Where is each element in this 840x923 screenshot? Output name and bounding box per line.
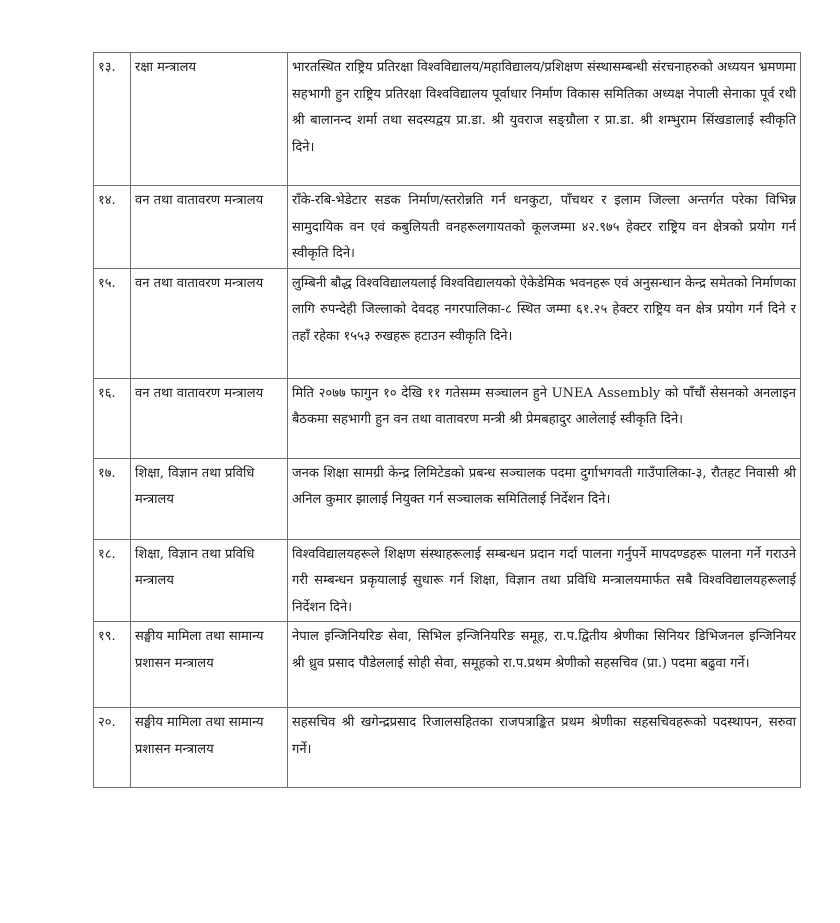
table-row xyxy=(94,378,801,458)
row-number: १७. xyxy=(94,458,131,539)
table-row xyxy=(94,622,801,708)
decisions-table xyxy=(93,52,801,788)
ministry-cell: शिक्षा, विज्ञान तथा प्रविधि मन्त्रालय xyxy=(131,458,288,539)
decision-cell: सहसचिव श्री खगेन्द्रप्रसाद रिजालसहितका राजपत्राङ्कित प्रथम श्रेणीका सहसचिवहरूको पदस्थापन, सरुवा गर्ने। xyxy=(288,708,801,788)
row-number: २०. xyxy=(94,708,131,788)
table-row xyxy=(94,186,801,269)
table-row xyxy=(94,268,801,378)
decision-cell: भारतस्थित राष्ट्रिय प्रतिरक्षा विश्वविद्यालय/महाविद्यालय/प्रशिक्षण संस्थासम्बन्धी संरचनाहरुको अध्ययन भ्रमणमा सहभागी हुन राष्ट्रिय प्रतिरक्षा विश्वविद्यालय पूर्वाधार निर्माण विकास समितिका अध्यक्ष नेपाली सेनाका पूर्व रथी श्री बालानन्द शर्मा तथा सदस्यद्वय प्रा.डा. श्री युवराज सङ्ग्रौला र प्रा.डा. श्री शम्भुराम सिंखडालाई स्वीकृति दिने। xyxy=(288,53,801,186)
row-number: १४. xyxy=(94,186,131,269)
ministry-cell: सङ्घीय मामिला तथा सामान्य प्रशासन मन्त्रालय xyxy=(131,622,288,708)
decision-cell: नेपाल इन्जिनियरिङ सेवा, सिभिल इन्जिनियरिङ समूह, रा.प.द्वितीय श्रेणीका सिनियर डिभिजनल इन्जिनियर श्री ध्रुव प्रसाद पौडेललाई सोही सेवा, समूहको रा.प.प्रथम श्रेणीको सहसचिव (प्रा.) पदमा बढुवा गर्ने। xyxy=(288,622,801,708)
row-number: १३. xyxy=(94,53,131,186)
ministry-cell: वन तथा वातावरण मन्त्रालय xyxy=(131,378,288,458)
row-number: १६. xyxy=(94,378,131,458)
table-row xyxy=(94,708,801,788)
decision-cell: मिति २०७७ फागुन १० देखि ११ गतेसम्म सञ्चालन हुने UNEA Assembly को पाँचौं सेसनको अनलाइन बैठकमा सहभागी हुन वन तथा वातावरण मन्त्री श्री प्रेमबहादुर आलेलाई स्वीकृति दिने। xyxy=(288,378,801,458)
row-number: १९. xyxy=(94,622,131,708)
ministry-cell: वन तथा वातावरण मन्त्रालय xyxy=(131,186,288,269)
decision-cell: लुम्बिनी बौद्ध विश्वविद्यालयलाई विश्वविद्यालयको ऐकेडेमिक भवनहरू एवं अनुसन्धान केन्द्र समेतको निर्माणका लागि रुपन्देही जिल्लाको देवदह नगरपालिका-८ स्थित जम्मा ६१.२५ हेक्टर राष्ट्रिय वन क्षेत्र प्रयोग गर्न दिने र तहाँ रहेका १५५३ रुखहरू हटाउन स्वीकृति दिने। xyxy=(288,268,801,378)
decision-cell: जनक शिक्षा सामग्री केन्द्र लिमिटेडको प्रबन्ध सञ्चालक पदमा दुर्गाभगवती गाउँपालिका-३, रौतहट निवासी श्री अनिल कुमार झालाई नियुक्त गर्न सञ्चालक समितिलाई निर्देशन दिने। xyxy=(288,458,801,539)
row-number: १५. xyxy=(94,268,131,378)
table-row xyxy=(94,458,801,539)
row-number: १८. xyxy=(94,539,131,622)
ministry-cell: शिक्षा, विज्ञान तथा प्रविधि मन्त्रालय xyxy=(131,539,288,622)
table-row xyxy=(94,53,801,186)
table-row xyxy=(94,539,801,622)
ministry-cell: रक्षा मन्त्रालय xyxy=(131,53,288,186)
ministry-cell: वन तथा वातावरण मन्त्रालय xyxy=(131,268,288,378)
decision-cell: राँके-रबि-भेडेटार सडक निर्माण/स्तरोन्नति गर्न धनकुटा, पाँचथर र इलाम जिल्ला अन्तर्गत परेका विभिन्न सामुदायिक वन एवं कबुलियती वनहरूलगायतको कूलजम्मा ४२.९७५ हेक्टर राष्ट्रिय वन क्षेत्रको प्रयोग गर्न स्वीकृति दिने। xyxy=(288,186,801,269)
decision-cell: विश्वविद्यालयहरूले शिक्षण संस्थाहरूलाई सम्बन्धन प्रदान गर्दा पालना गर्नुपर्ने मापदण्डहरू पालना गर्ने गराउने गरी सम्बन्धन प्रकृयालाई सुधारू गर्न शिक्षा, विज्ञान तथा प्रविधि मन्त्रालयमार्फत सबै विश्वविद्यालयहरूलाई निर्देशन दिने। xyxy=(288,539,801,622)
ministry-cell: सङ्घीय मामिला तथा सामान्य प्रशासन मन्त्रालय xyxy=(131,708,288,788)
